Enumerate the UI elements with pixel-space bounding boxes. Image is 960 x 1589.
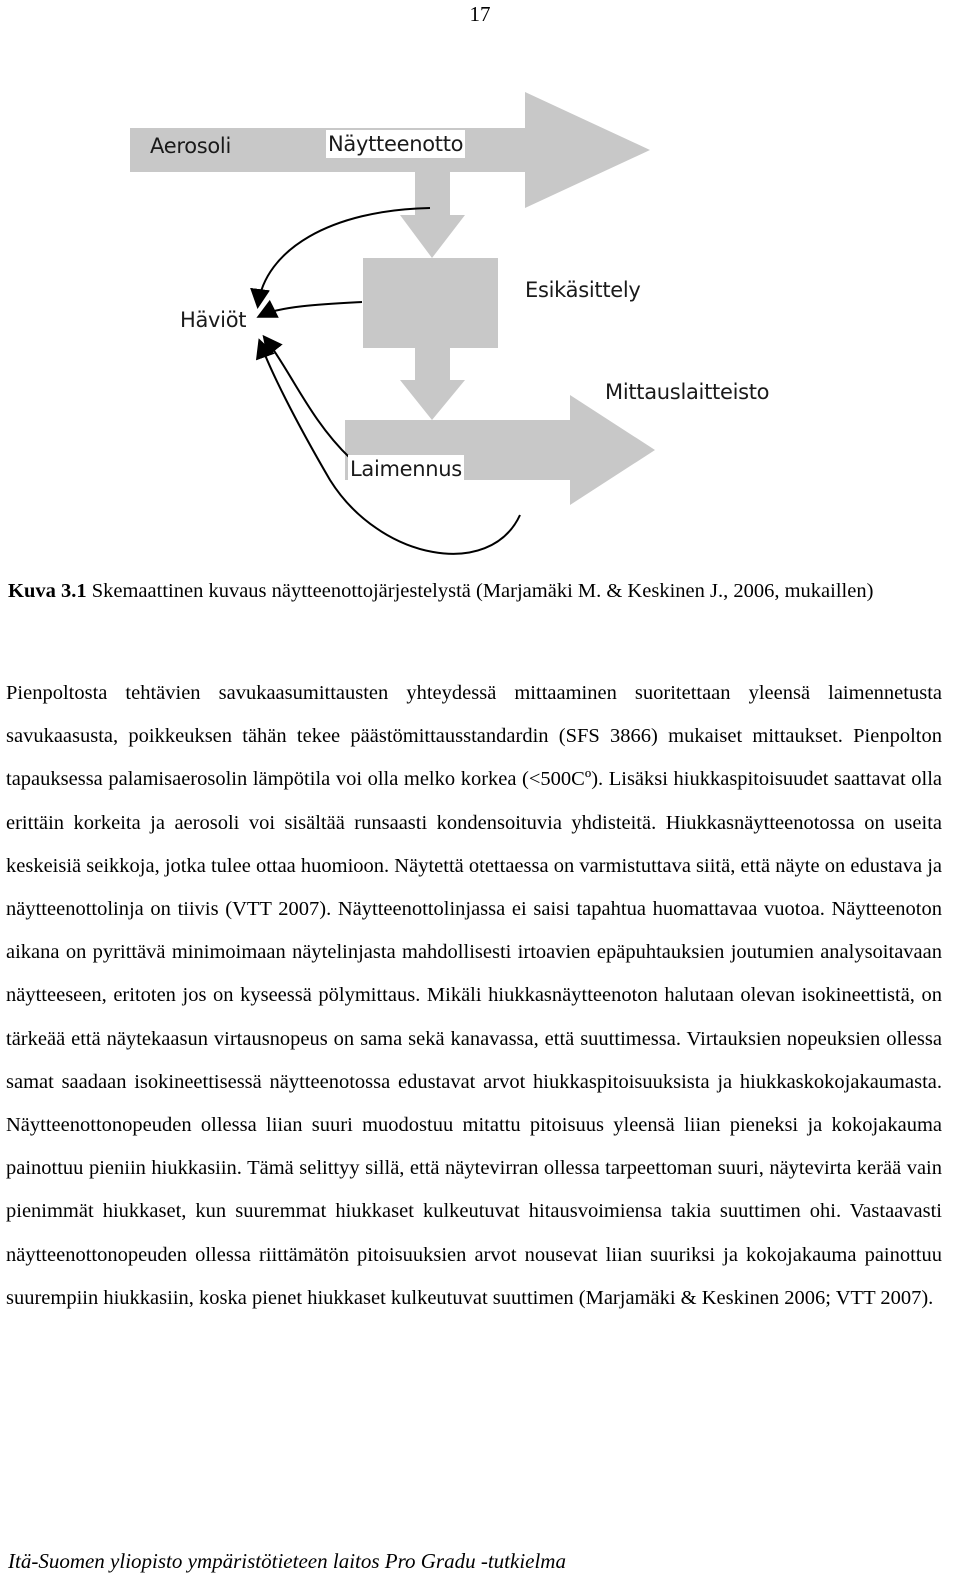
- label-mittauslaitteisto: Mittauslaitteisto: [605, 380, 770, 404]
- label-laimennus: Laimennus: [350, 457, 462, 481]
- body-paragraph: Pienpoltosta tehtävien savukaasumittausten yhteydessä mittaaminen suoritettaan yleensä laimennetusta savukaasusta, poikkeuksen tähän tekee päästömittausstandardin (SFS 3866) mukaiset mittaukset. Pienpolton tapauksessa palamisaerosolin lämpötila voi olla melko korkea (<500Cº). Lisäksi hiukkaspitoisuudet saattavat olla erittäin korkeita ja aerosoli voi sisältää runsaasti kondensoituvia yhdisteitä. Hiukkasnäytteenotossa on useita keskeisiä seikkoja, jotka tulee ottaa huomioon. Näytettä otettaessa on varmistuttava siitä, että näyte on edustava ja näytteenottolinja on tiivis (VTT 2007). Näytteenottolinjassa ei saisi tapahtua huomattavaa vuotoa. Näytteenoton aikana on pyrittävä minimoimaan näytelinjasta mahdollisesti irtoavien epäpuhtauksien joutumien analysoitavaan näytteeseen, eritoten jos on kyseessä pölymittaus. Mikäli hiukkasnäytteenoton halutaan olevan isokineettistä, on tärkeää että näytekaasun virtausnopeus on sama sekä kanavassa, että suuttimessa. Virtauksien nopeuksien ollessa samat saadaan isokineettisessä näytteenotossa edustavat arvot hiukkaspitoisuuksista ja hiukkaskokojakaumasta. Näytteenottonopeuden ollessa liian suuri muodostuu mitattu pitoisuus yleensä liian pieneksi ja kokojakauma painottuu pieniin hiukkasiin. Tämä selittyy sillä, että näytevirran ollessa tarpeettoman suuri, näytevirta kerää vain pienimmät hiukkaset, kun suuremmat hiukkaset kulkeutuvat hitausvoimiensa takia suuttimen ohi. Vastaavasti näytteenottonopeuden ollessa riittämätön pitoisuuksien arvot nousevat liian suuriksi ja kokojakauma painottuu suurempiin hiukkasiin, koska pienet hiukkaset kulkeutuvat suuttimen (Marjamäki & Keskinen 2006; VTT 2007).: [6, 682, 942, 1309]
- down-arrow-2: [400, 348, 465, 420]
- caption-number: Kuva 3.1: [8, 580, 87, 602]
- caption-text: Skemaattinen kuvaus näytteenottojärjestelystä (Marjamäki M. & Keskinen J., 2006, mukaillen): [86, 580, 874, 602]
- page-number: 17: [469, 2, 491, 26]
- figure-caption: [8, 576, 908, 606]
- sampling-schematic-figure: [130, 80, 830, 570]
- page-footer: Itä-Suomen yliopisto ympäristötieteen laitos Pro Gradu -tutkielma: [8, 1549, 566, 1573]
- label-aerosoli: Aerosoli: [150, 134, 231, 158]
- dilution-arrow: [345, 395, 655, 505]
- label-naytteenotto: Näytteenotto: [328, 132, 464, 156]
- loss-curve-2: [260, 302, 362, 316]
- down-arrow-1: [400, 172, 465, 258]
- label-haviot: Häviöt: [180, 308, 247, 332]
- pretreatment-box: [363, 258, 498, 348]
- label-esikasittely: Esikäsittely: [525, 278, 641, 302]
